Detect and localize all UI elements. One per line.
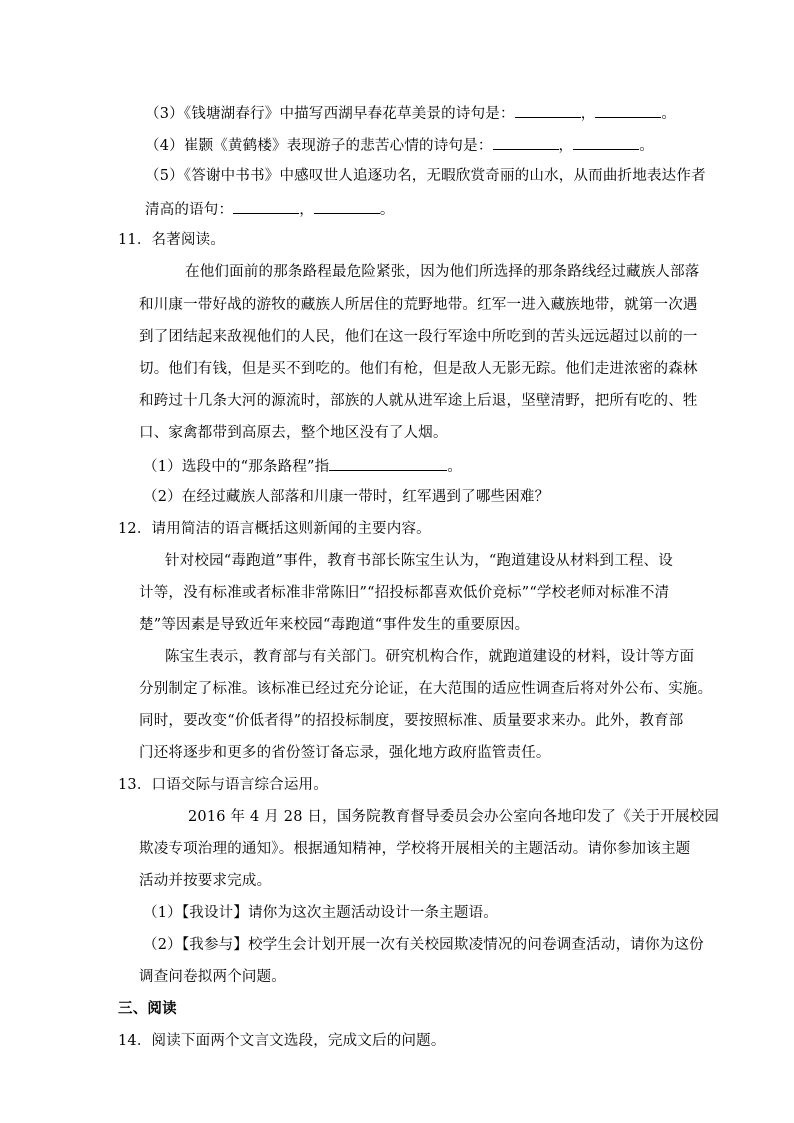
q13-heading: 13．口语交际与语言综合运用。 bbox=[118, 777, 328, 793]
q13-sub-2-line-2: 调查问卷拟两个问题。 bbox=[139, 969, 286, 985]
q12-para-2-line: 陈宝生表示，教育部与有关部门。研究机构合作，就跑道建设的材料，设计等方面 bbox=[165, 649, 695, 665]
answer-blank[interactable] bbox=[573, 134, 639, 150]
q13-passage-line: 活动并按要求完成。 bbox=[139, 873, 272, 889]
q11-passage-line: 口、家禽都带到高原去，整个地区没有了人烟。 bbox=[139, 425, 448, 441]
answer-blank[interactable] bbox=[233, 198, 299, 214]
q11-passage-line: 切。他们有钱，但是买不到吃的。他们有枪，但是敌人无影无踪。他们走进浓密的森林 bbox=[139, 361, 698, 377]
q11-passage-line: 和川康一带好战的游牧的藏族人所居住的荒野地带。红军一进入藏族地带，就第一次遇 bbox=[139, 297, 698, 313]
q13-sub-1: （1）【我设计】请你为这次主题活动设计一条主题语。 bbox=[143, 905, 498, 921]
q12-para-1-line: 楚”等因素是导致近年来校园“毒跑道“事件发生的重要原因。 bbox=[139, 617, 530, 633]
q12-para-2-line: 同时，要改变“价低者得”的招投标制度，要按照标准、质量要求来办。此外，教育部 bbox=[139, 713, 684, 729]
q10-item-3: （3）《钱塘湖春行》中描写西湖早春花草美景的诗句是： ， 。 bbox=[145, 102, 676, 124]
q11-passage-line: 到了团结起来敌视他们的人民，他们在这一段行军途中所吃到的苦头远远超过以前的一 bbox=[139, 329, 698, 345]
q12-heading: 12．请用简洁的语言概括这则新闻的主要内容。 bbox=[118, 521, 431, 537]
section-heading: 三、阅读 bbox=[118, 1000, 177, 1017]
q11-sub-2: （2）在经过藏族人部落和川康一带时，红军遇到了哪些困难？ bbox=[143, 489, 550, 505]
q11-passage-line: 和跨过十几条大河的源流时，部族的人就从进军途上后退，坚壁清野，把所有吃的、牲 bbox=[139, 393, 698, 409]
q11-passage-line: 在他们面前的那条路程最危险紧张，因为他们所选择的那条路线经过藏族人部落 bbox=[185, 264, 700, 280]
answer-blank[interactable] bbox=[493, 134, 559, 150]
q10-item-5-line-1: （5）《答谢中书书》中感叹世人追逐功名，无暇欣赏奇丽的山水，从而曲折地表达作者 bbox=[145, 168, 706, 184]
answer-blank[interactable] bbox=[595, 102, 661, 118]
answer-blank[interactable] bbox=[329, 455, 447, 471]
answer-blank[interactable] bbox=[515, 102, 581, 118]
q13-passage-line: 2016 年 4 月 28 日，国务院教育督导委员会办公室向各地印发了《关于开展校园 bbox=[188, 809, 720, 825]
q12-para-1-line: 计等，没有标准或者标准非常陈旧”“招投标都喜欢低价竞标”“学校老师对标准不清 bbox=[139, 585, 670, 601]
q12-para-2-line: 门还将逐步和更多的省份签订备忘录，强化地方政府监管责任。 bbox=[139, 745, 551, 761]
q13-sub-2-line-1: （2）【我参与】校学生会计划开展一次有关校园欺凌情况的问卷调查活动，请你为这份 bbox=[143, 937, 704, 953]
q13-passage-line: 欺凌专项治理的通知》。根据通知精神，学校将开展相关的主题活动。请你参加该主题 bbox=[139, 841, 691, 857]
q11-sub-1: （1）选段中的“那条路程”指 。 bbox=[143, 455, 462, 477]
answer-blank[interactable] bbox=[314, 198, 380, 214]
q10-item-5-line-2: 清高的语句： ， 。 bbox=[145, 198, 395, 220]
q12-para-2-line: 分别制定了标准。该标准已经过充分论证，在大范围的适应性调查后将对外公布、实施。 bbox=[139, 681, 713, 697]
q14-heading: 14．阅读下面两个文言文选段，完成文后的问题。 bbox=[118, 1033, 446, 1049]
q11-heading: 11．名著阅读。 bbox=[118, 232, 226, 248]
q10-item-4: （4）崔颢《黄鹤楼》表现游子的悲苦心情的诗句是： ， 。 bbox=[145, 134, 654, 156]
q12-para-1-line: 针对校园“毒跑道”事件，教育书部长陈宝生认为，“跑道建设从材料到工程、设 bbox=[165, 553, 673, 569]
